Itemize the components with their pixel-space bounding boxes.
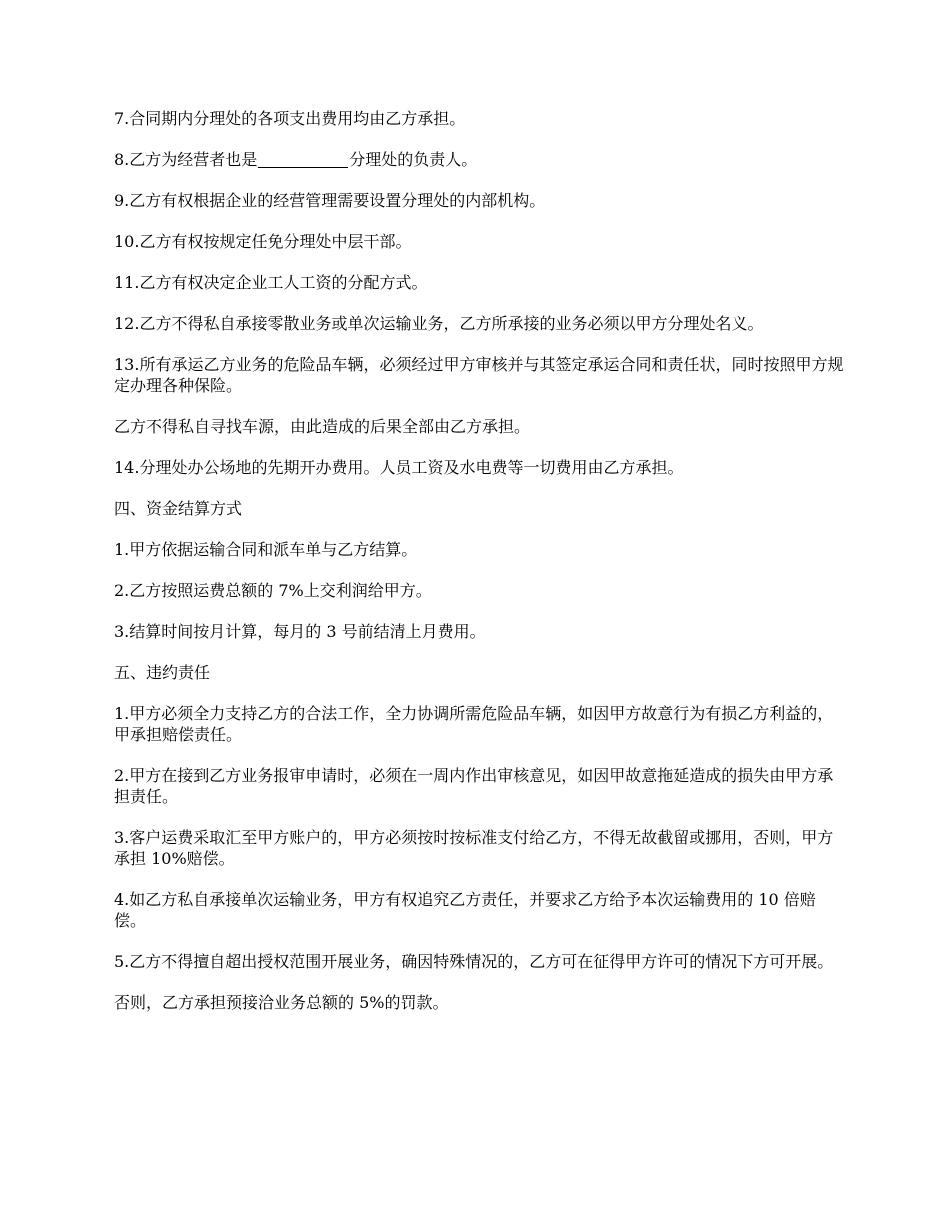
clause-10: 10.乙方有权按规定任免分理处中层干部。 (114, 232, 412, 251)
settlement-clause-2: 2.乙方按照运费总额的 7%上交利润给甲方。 (114, 581, 432, 600)
clause-12: 12.乙方不得私自承接零散业务或单次运输业务，乙方所承接的业务必须以甲方分理处名义。 (114, 314, 764, 333)
liability-clause-1: 1.甲方必须全力支持乙方的合法工作，全力协调所需危险品车辆，如因甲方故意行为有损乙方利益的，甲承担赔偿责任。 (114, 704, 834, 744)
clause-8-prefix: 8.乙方为经营者也是 (114, 150, 258, 169)
liability-clause-4: 4.如乙方私自承接单次运输业务，甲方有权追究乙方责任，并要求乙方给予本次运输费用的 10 倍赔偿。 (114, 890, 816, 930)
clause-13: 13.所有承运乙方业务的危险品车辆，必须经过甲方审核并与其签定承运合同和责任状，同时按照甲方规定办理各种保险。 (114, 355, 844, 395)
clause-11: 11.乙方有权决定企业工人工资的分配方式。 (114, 273, 428, 292)
document-body (114, 108, 844, 1033)
liability-clause-5: 5.乙方不得擅自超出授权范围开展业务，确因特殊情况的，乙方可在征得甲方许可的情况下方可开展。 (114, 952, 834, 971)
clause-7: 7.合同期内分理处的各项支出费用均由乙方承担。 (114, 109, 466, 128)
clause-8-suffix: 分理处的负责人。 (349, 150, 478, 169)
clause-8 (114, 149, 844, 170)
liability-clause-5-note: 否则，乙方承担预接洽业务总额的 5%的罚款。 (114, 993, 449, 1012)
settlement-clause-1: 1.甲方依据运输合同和派车单与乙方结算。 (114, 540, 418, 559)
fill-in-blank (258, 151, 348, 168)
section-heading-liability: 五、违约责任 (114, 663, 211, 682)
liability-clause-3: 3.客户运费采取汇至甲方账户的，甲方必须按时按标准支付给乙方，不得无故截留或挪用，否则，甲方承担 10%赔偿。 (114, 828, 834, 868)
clause-13-note: 乙方不得私自寻找车源，由此造成的后果全部由乙方承担。 (114, 417, 531, 436)
liability-clause-2: 2.甲方在接到乙方业务报审申请时，必须在一周内作出审核意见，如因甲故意拖延造成的损失由甲方承担责任。 (114, 766, 834, 806)
clause-14: 14.分理处办公场地的先期开办费用。人员工资及水电费等一切费用由乙方承担。 (114, 458, 684, 477)
settlement-clause-3: 3.结算时间按月计算，每月的 3 号前结清上月费用。 (114, 622, 486, 641)
clause-9: 9.乙方有权根据企业的经营管理需要设置分理处的内部机构。 (114, 191, 546, 210)
section-heading-settlement: 四、资金结算方式 (114, 499, 243, 518)
